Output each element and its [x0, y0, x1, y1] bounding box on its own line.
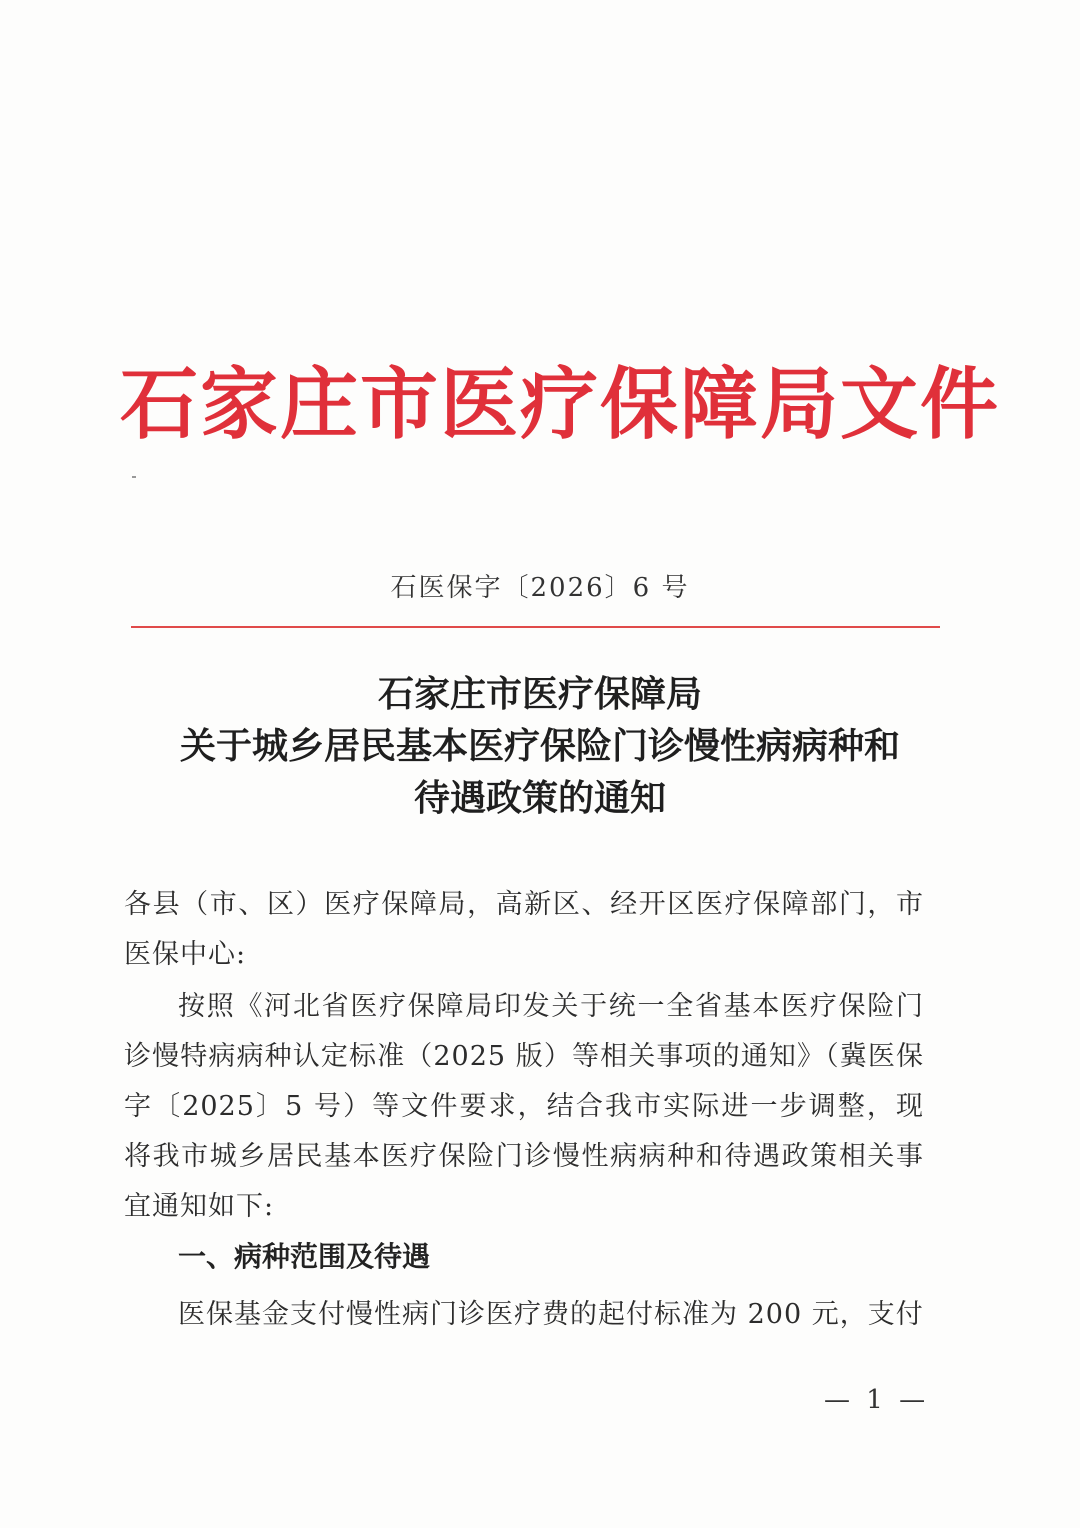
document-title [120, 668, 960, 824]
agency-header: 石家庄市医疗保障局文件 [120, 359, 1001, 450]
red-divider-line [131, 626, 940, 628]
document-number: 石医保字〔2026〕6 号 [390, 573, 690, 603]
addressee: 各县（市、区）医疗保障局，高新区、经开区医疗保障部门，市医保中心: [124, 889, 924, 970]
page-number: — 1 — [824, 1385, 930, 1415]
scan-speck [132, 476, 136, 478]
title-line-3: 待遇政策的通知 [413, 777, 666, 819]
body-paragraph-1: 按照《河北省医疗保障局印发关于统一全省基本医疗保险门诊慢特病病种认定标准（2025 版）等相关事项的通知》（冀医保字〔2025〕5 号）等文件要求，结合我市实际进一步调整，现将我市城乡居民基本医疗保险门诊慢性病病种和待遇政策相关事宜通知如下: [124, 991, 924, 1222]
title-line-2: 关于城乡居民基本医疗保险门诊慢性病病种和 [179, 725, 900, 767]
title-line-1: 石家庄市医疗保障局 [377, 673, 702, 715]
body-paragraph-2: 医保基金支付慢性病门诊医疗费的起付标准为 200 元，支付 [178, 1299, 924, 1330]
section-heading: 一、病种范围及待遇 [178, 1240, 431, 1273]
